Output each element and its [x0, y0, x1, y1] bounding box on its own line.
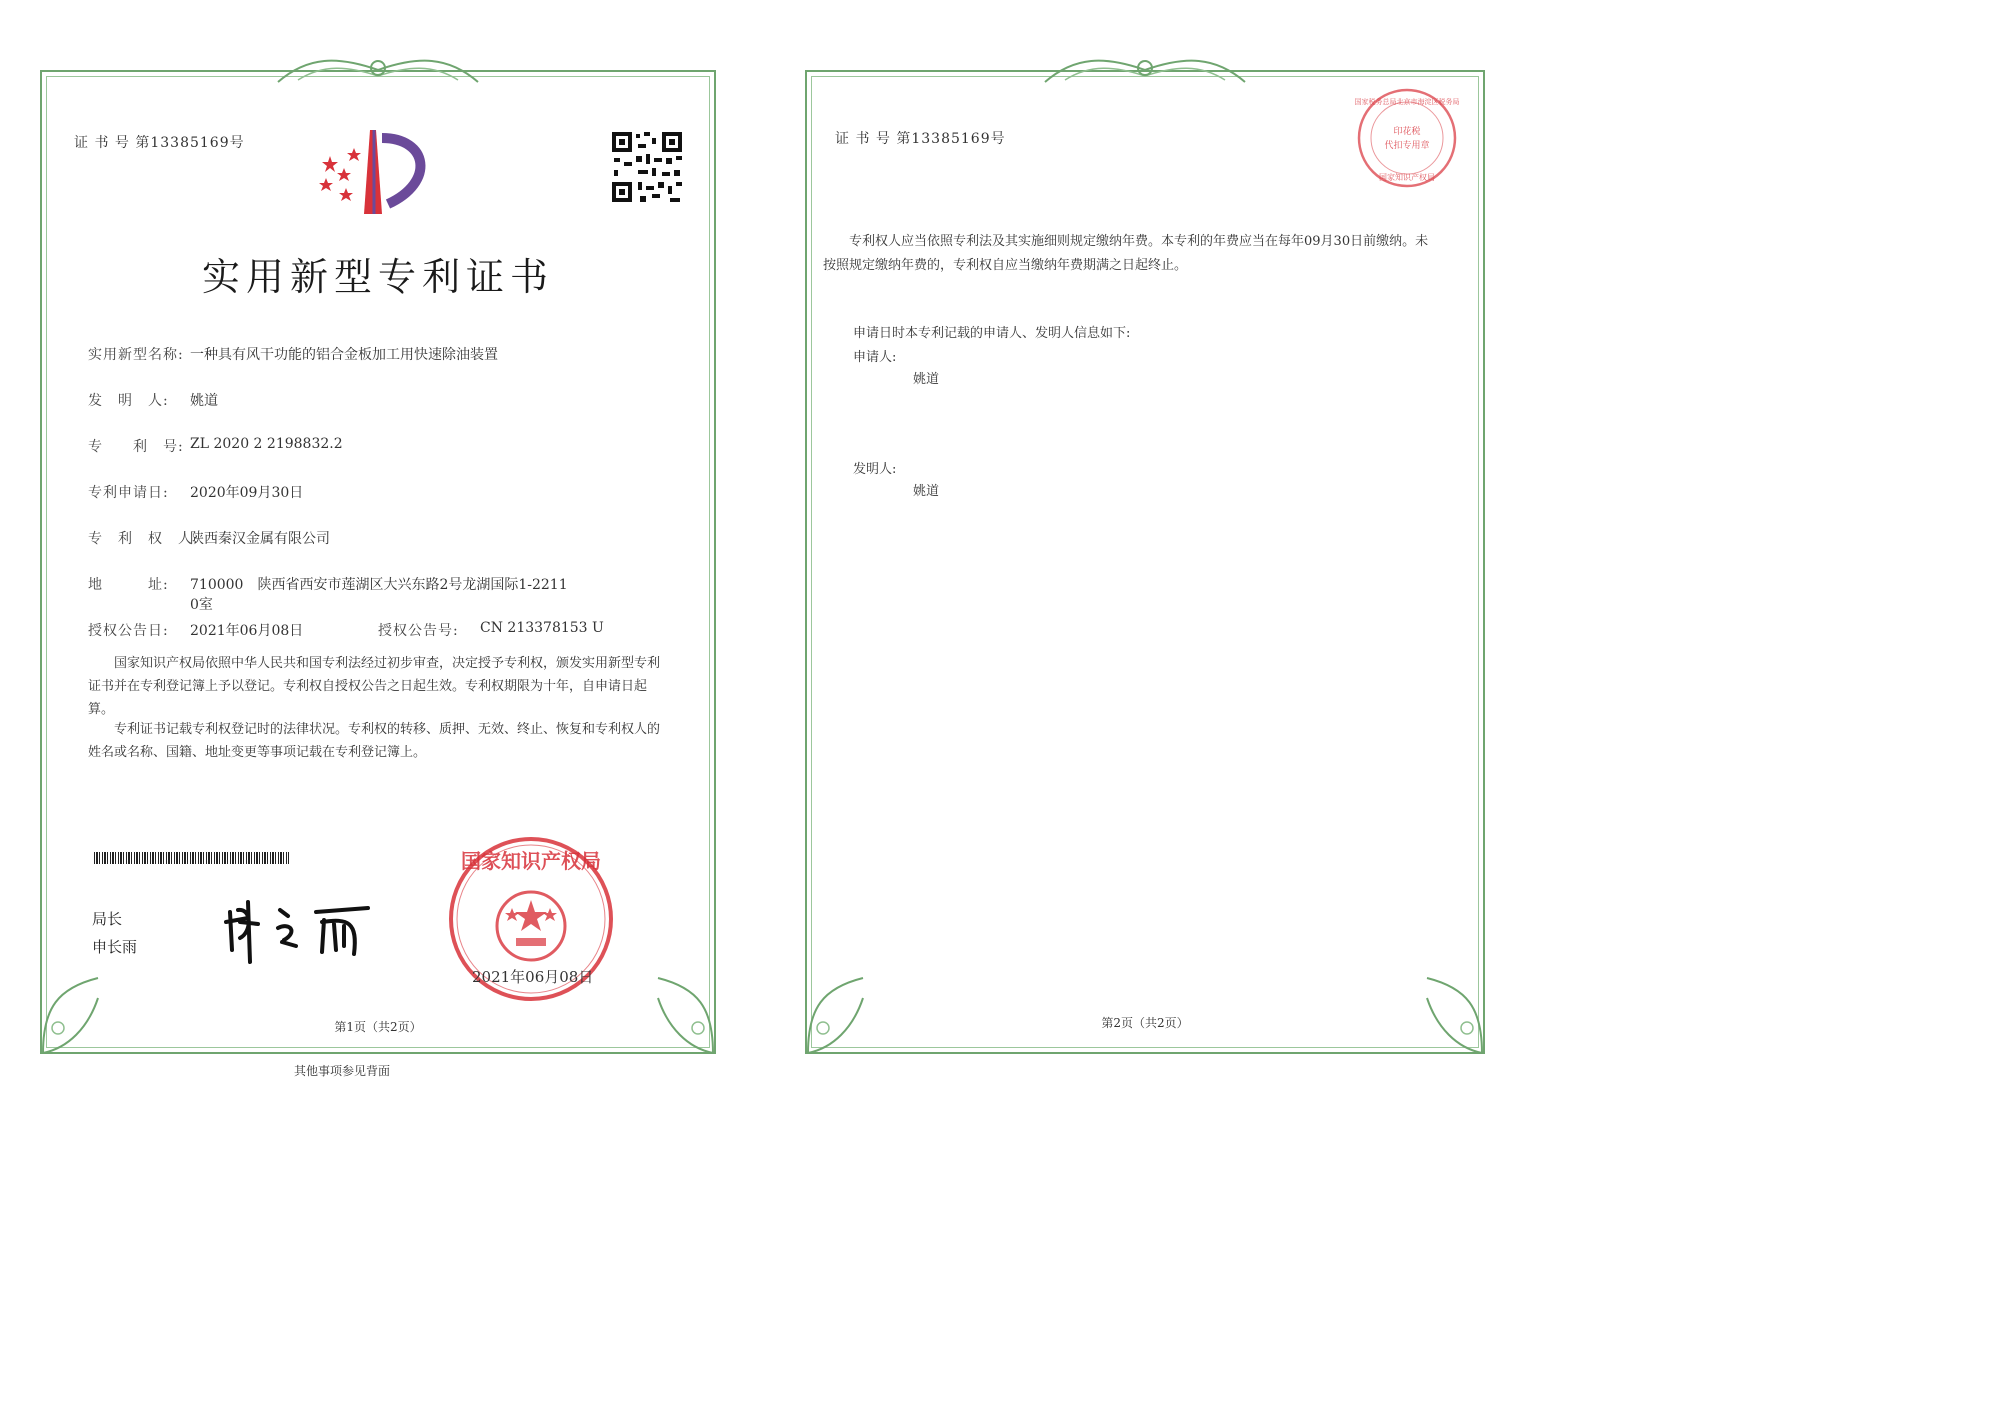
inventor-label: 发明人:	[853, 462, 897, 477]
grant-number: CN 213378153 U	[480, 620, 604, 636]
certificate-page-1	[40, 70, 716, 1054]
director-name: 申长雨	[92, 938, 138, 956]
field-label-filing-date: 专利申请日:	[88, 485, 169, 501]
certificate-number: 证 书 号 第13385169号	[74, 135, 245, 151]
address-line-2: 0室	[190, 597, 213, 613]
stamp-bottom-text: 国家知识产权局	[1379, 173, 1435, 182]
certificate-page-2	[805, 70, 1485, 1054]
field-label-patentee: 专 利 权 人:	[88, 531, 199, 547]
grant-date: 2021年06月08日	[190, 623, 304, 639]
certificate-number: 证 书 号 第13385169号	[835, 131, 1006, 147]
inventor-value: 姚道	[913, 484, 940, 499]
director-signature	[218, 892, 378, 972]
applicant-info-intro: 申请日时本专利记载的申请人、发明人信息如下:	[853, 326, 1131, 341]
barcode	[94, 852, 289, 864]
see-reverse-note: 其他事项参见背面	[294, 1064, 391, 1078]
applicant-value: 姚道	[913, 372, 940, 387]
ornament-corner	[38, 968, 108, 1058]
legal-status-statement: 专利证书记载专利权登记时的法律状况。专利权的转移、质押、无效、终止、恢复和专利权人的姓名或名称、国籍、地址变更等事项记载在专利登记簿上。	[88, 722, 661, 760]
grant-number-label: 授权公告号:	[378, 623, 459, 639]
address-line-1: 710000 陕西省西安市莲湖区大兴东路2号龙湖国际1-2211	[190, 577, 568, 593]
filing-date: 2020年09月30日	[190, 485, 304, 501]
ornament-top	[1035, 54, 1255, 88]
qr-code-icon	[610, 130, 684, 204]
ornament-corner	[803, 968, 873, 1058]
stamp-outer-text: 国家税务总局北京市海淀区税务局	[1355, 98, 1459, 106]
field-label-inventor: 发 明 人:	[88, 393, 169, 409]
tax-stamp	[1355, 86, 1459, 190]
field-label-address: 地 址:	[88, 577, 169, 593]
field-label-name: 实用新型名称:	[88, 347, 184, 363]
patentee-value: 陕西秦汉金属有限公司	[190, 531, 330, 547]
stamp-inner-text-2: 代扣专用章	[1384, 141, 1430, 151]
ornament-top	[268, 54, 488, 88]
page-footer-2: 第2页（共2页）	[1101, 1016, 1189, 1030]
cnipa-logo-icon	[318, 126, 438, 218]
seal-date: 2021年06月08日	[472, 968, 594, 986]
stamp-inner-text-1: 印花税	[1393, 127, 1421, 137]
grant-statement: 国家知识产权局依照中华人民共和国专利法经过初步审查，决定授予专利权，颁发实用新型专利证书并在专利登记簿上予以登记。专利权自授权公告之日起生效。专利权期限为十年，自申请日起算。	[88, 656, 661, 717]
page-footer-1: 第1页（共2页）	[334, 1020, 422, 1034]
director-title: 局长	[92, 910, 123, 928]
field-label-patent-no: 专 利 号:	[88, 439, 184, 455]
patent-number: ZL 2020 2 2198832.2	[190, 436, 343, 452]
seal-text: 国家知识产权局	[461, 849, 601, 873]
certificate-title: 实用新型专利证书	[201, 255, 554, 299]
ornament-corner	[648, 968, 718, 1058]
applicant-label: 申请人:	[853, 350, 897, 365]
ornament-corner	[1417, 968, 1487, 1058]
grant-date-label: 授权公告日:	[88, 623, 169, 639]
inventor-value: 姚道	[190, 393, 218, 409]
utility-model-name: 一种具有风干功能的铝合金板加工用快速除油装置	[190, 347, 498, 363]
annual-fee-notice: 专利权人应当依照专利法及其实施细则规定缴纳年费。本专利的年费应当在每年09月30日前缴纳。未按照规定缴纳年费的，专利权自应当缴纳年费期满之日起终止。	[823, 234, 1429, 273]
